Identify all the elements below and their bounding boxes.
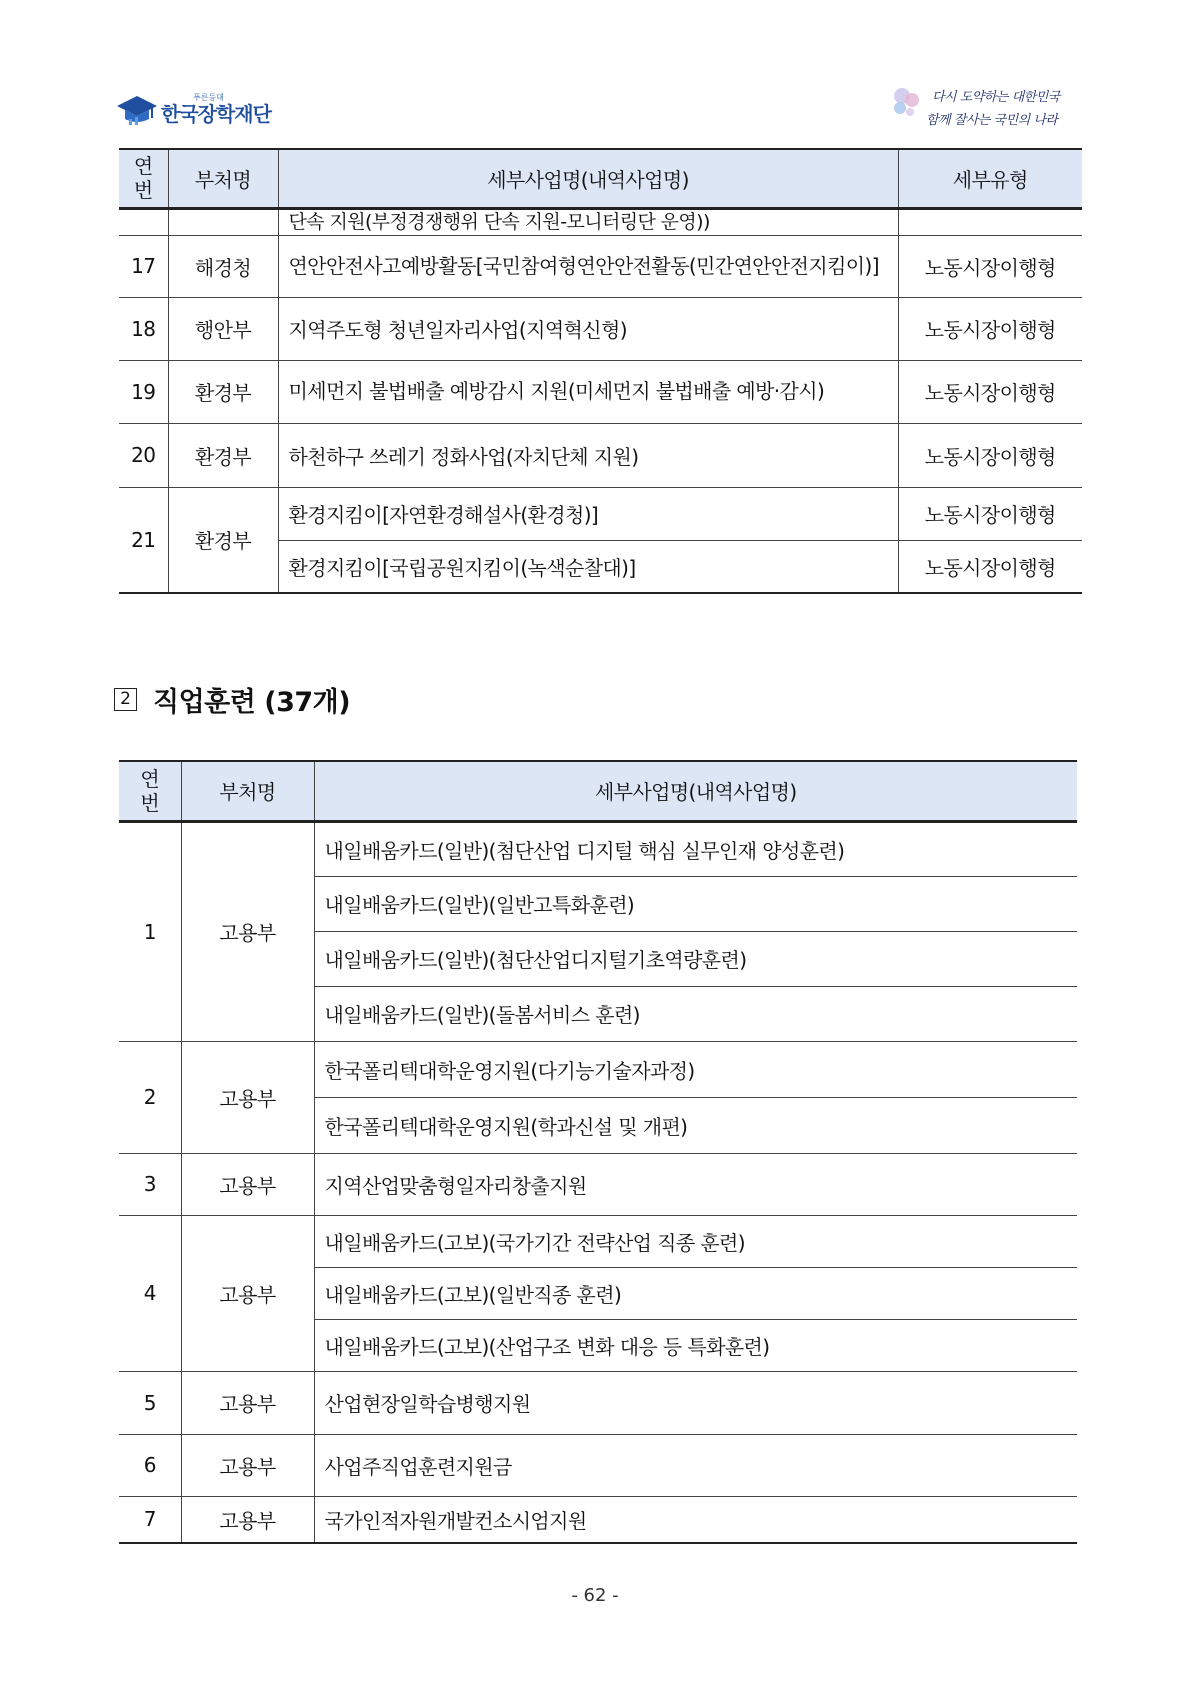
cell-type: 노동시장이행형 <box>898 297 1082 360</box>
logo-name: 한국장학재단 <box>161 102 271 126</box>
table-row <box>119 423 1082 487</box>
header-detail-type: 세부유형 <box>898 149 1082 208</box>
table-row <box>119 1496 1077 1543</box>
cell-ministry: 고용부 <box>181 1434 314 1496</box>
cell-project: 연안안전사고예방활동[국민참여형연안안전활동(민간연안안전지킴이)] <box>278 235 898 297</box>
cell-type: 노동시장이행형 <box>898 235 1082 297</box>
cell-project: 내일배움카드(일반)(첨단산업디지털기초역량훈련) <box>314 931 1077 986</box>
cell-project: 미세먼지 불법배출 예방감시 지원(미세먼지 불법배출 예방·감시) <box>278 360 898 423</box>
cell-type: 노동시장이행형 <box>898 423 1082 487</box>
table-row <box>119 360 1082 423</box>
cell-ministry: 환경부 <box>168 360 278 423</box>
table-row <box>119 821 1077 876</box>
header-ministry: 부처명 <box>181 761 314 821</box>
cell-num: 17 <box>119 235 168 297</box>
section-title: 직업훈련 (37개) <box>153 687 351 718</box>
table-row <box>119 208 1082 235</box>
cell-num: 2 <box>119 1041 181 1153</box>
cell-project: 내일배움카드(일반)(일반고특화훈련) <box>314 876 1077 931</box>
cell-ministry: 환경부 <box>168 423 278 487</box>
cell-project: 하천하구 쓰레기 정화사업(자치단체 지원) <box>278 423 898 487</box>
table-header-row <box>119 149 1082 208</box>
cell-type: 노동시장이행형 <box>898 540 1082 593</box>
table-row <box>119 1153 1077 1215</box>
cell-project: 산업현장일학습병행지원 <box>314 1371 1077 1434</box>
table-row <box>119 297 1082 360</box>
header-project-name: 세부사업명(내역사업명) <box>314 761 1077 821</box>
cell-ministry: 고용부 <box>181 1153 314 1215</box>
cell-project: 지역산업맞춤형일자리창출지원 <box>314 1153 1077 1215</box>
slogan-line-2: 함께 잘사는 국민의 나라 <box>926 113 1058 128</box>
slogan-flower-icon <box>888 82 928 122</box>
header-serial-number: 연번 <box>119 761 181 821</box>
cell-ministry: 고용부 <box>181 1215 314 1371</box>
table-row <box>119 1215 1077 1267</box>
foundation-logo <box>117 87 271 131</box>
cell-num: 6 <box>119 1434 181 1496</box>
table-row <box>119 1371 1077 1434</box>
cell-ministry: 고용부 <box>181 1041 314 1153</box>
cell-project: 지역주도형 청년일자리사업(지역혁신형) <box>278 297 898 360</box>
cell-num <box>119 208 168 235</box>
cell-project: 한국폴리텍대학운영지원(학과신설 및 개편) <box>314 1097 1077 1153</box>
cell-project: 내일배움카드(고보)(국가기간 전략산업 직종 훈련) <box>314 1215 1077 1267</box>
cell-num: 5 <box>119 1371 181 1434</box>
cell-ministry <box>168 208 278 235</box>
cell-project: 국가인적자원개발컨소시엄지원 <box>314 1496 1077 1543</box>
cell-project: 내일배움카드(고보)(일반직종 훈련) <box>314 1267 1077 1319</box>
cell-ministry: 고용부 <box>181 1371 314 1434</box>
cell-project: 환경지킴이[자연환경해설사(환경청)] <box>278 487 898 540</box>
logo-subtitle: 푸른등대 <box>193 93 224 102</box>
cell-num: 19 <box>119 360 168 423</box>
cell-ministry: 행안부 <box>168 297 278 360</box>
government-slogan <box>888 82 1078 134</box>
table-row <box>119 235 1082 297</box>
cell-ministry: 환경부 <box>168 487 278 593</box>
cell-project: 사업주직업훈련지원금 <box>314 1434 1077 1496</box>
cell-type: 노동시장이행형 <box>898 360 1082 423</box>
cell-type <box>898 208 1082 235</box>
cell-num: 18 <box>119 297 168 360</box>
continued-program-table <box>119 148 1082 594</box>
cell-ministry: 고용부 <box>181 821 314 1041</box>
graduation-cap-icon <box>117 92 157 126</box>
cell-project-continuation: 단속 지원(부정경쟁행위 단속 지원-모니터링단 운영)) <box>278 208 898 235</box>
cell-project: 내일배움카드(고보)(산업구조 변화 대응 등 특화훈련) <box>314 1319 1077 1371</box>
header-project-name: 세부사업명(내역사업명) <box>278 149 898 208</box>
cell-num: 1 <box>119 821 181 1041</box>
table-row <box>119 487 1082 540</box>
cell-project: 환경지킴이[국립공원지킴이(녹색순찰대)] <box>278 540 898 593</box>
section-number-box: 2 <box>114 688 137 711</box>
cell-num: 20 <box>119 423 168 487</box>
cell-num: 7 <box>119 1496 181 1543</box>
cell-num: 21 <box>119 487 168 593</box>
table-header-row <box>119 761 1077 821</box>
cell-project: 내일배움카드(일반)(돌봄서비스 훈련) <box>314 986 1077 1041</box>
cell-project: 내일배움카드(일반)(첨단산업 디지털 핵심 실무인재 양성훈련) <box>314 821 1077 876</box>
section-heading <box>114 680 350 719</box>
header-ministry: 부처명 <box>168 149 278 208</box>
cell-num: 3 <box>119 1153 181 1215</box>
cell-ministry: 해경청 <box>168 235 278 297</box>
table-row <box>119 1041 1077 1097</box>
cell-num: 4 <box>119 1215 181 1371</box>
vocational-training-table <box>119 760 1077 1544</box>
cell-ministry: 고용부 <box>181 1496 314 1543</box>
cell-type: 노동시장이행형 <box>898 487 1082 540</box>
table-row <box>119 1434 1077 1496</box>
slogan-line-1: 다시 도약하는 대한민국 <box>932 90 1060 105</box>
header-serial-number: 연번 <box>119 149 168 208</box>
cell-project: 한국폴리텍대학운영지원(다기능기술자과정) <box>314 1041 1077 1097</box>
page-number: - 62 - <box>571 1585 619 1606</box>
